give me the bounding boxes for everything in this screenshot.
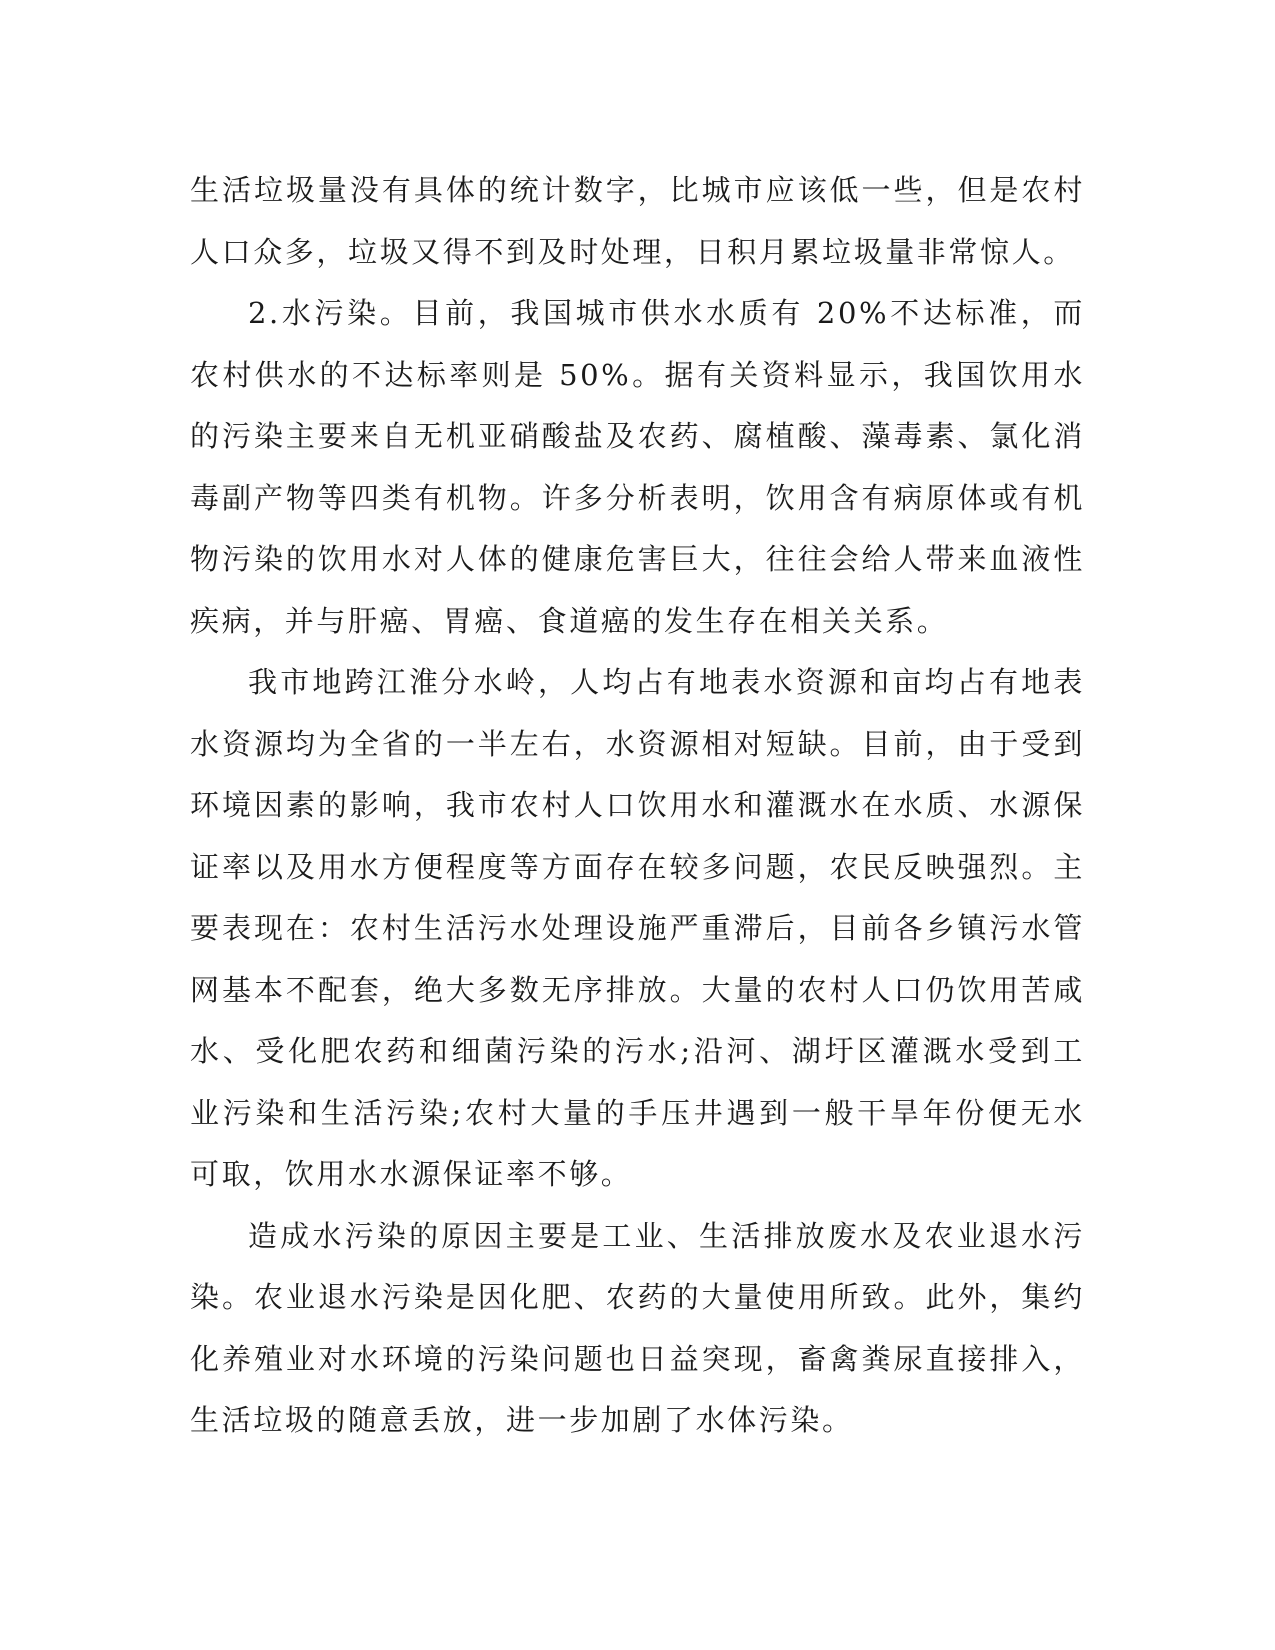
paragraph-3: 我市地跨江淮分水岭，人均占有地表水资源和亩均占有地表水资源均为全省的一半左右，水资源相对短缺。目前，由于受到环境因素的影响，我市农村人口饮用水和灌溉水在水质、水源保证率以及用水方便程度等方面存在较多问题，农民反映强烈。主要表现在：农村生活污水处理设施严重滞后，目前各乡镇污水管网基本不配套，绝大多数无序排放。大量的农村人口仍饮用苦咸水、受化肥农药和细菌污染的污水;沿河、湖圩区灌溉水受到工业污染和生活污染;农村大量的手压井遇到一般干旱年份便无水可取，饮用水水源保证率不够。 <box>190 665 1085 1191</box>
paragraph-1: 生活垃圾量没有具体的统计数字，比城市应该低一些，但是农村人口众多，垃圾又得不到及时处理，日积月累垃圾量非常惊人。 <box>190 173 1085 269</box>
paragraph-2: 2.水污染。目前，我国城市供水水质有 20%不达标准，而农村供水的不达标率则是 50%。据有关资料显示，我国饮用水的污染主要来自无机亚硝酸盐及农药、腐植酸、藻毒素、氯化消毒副产物等四类有机物。许多分析表明，饮用含有病原体或有机物污染的饮用水对人体的健康危害巨大，往往会给人带来血液性疾病，并与肝癌、胃癌、食道癌的发生存在相关关系。 <box>190 296 1085 638</box>
paragraph-4: 造成水污染的原因主要是工业、生活排放废水及农业退水污染。农业退水污染是因化肥、农药的大量使用所致。此外，集约化养殖业对水环境的污染问题也日益突现，畜禽粪尿直接排入，生活垃圾的随意丢放，进一步加剧了水体污染。 <box>190 1218 1085 1437</box>
document-body <box>190 160 1085 1452</box>
